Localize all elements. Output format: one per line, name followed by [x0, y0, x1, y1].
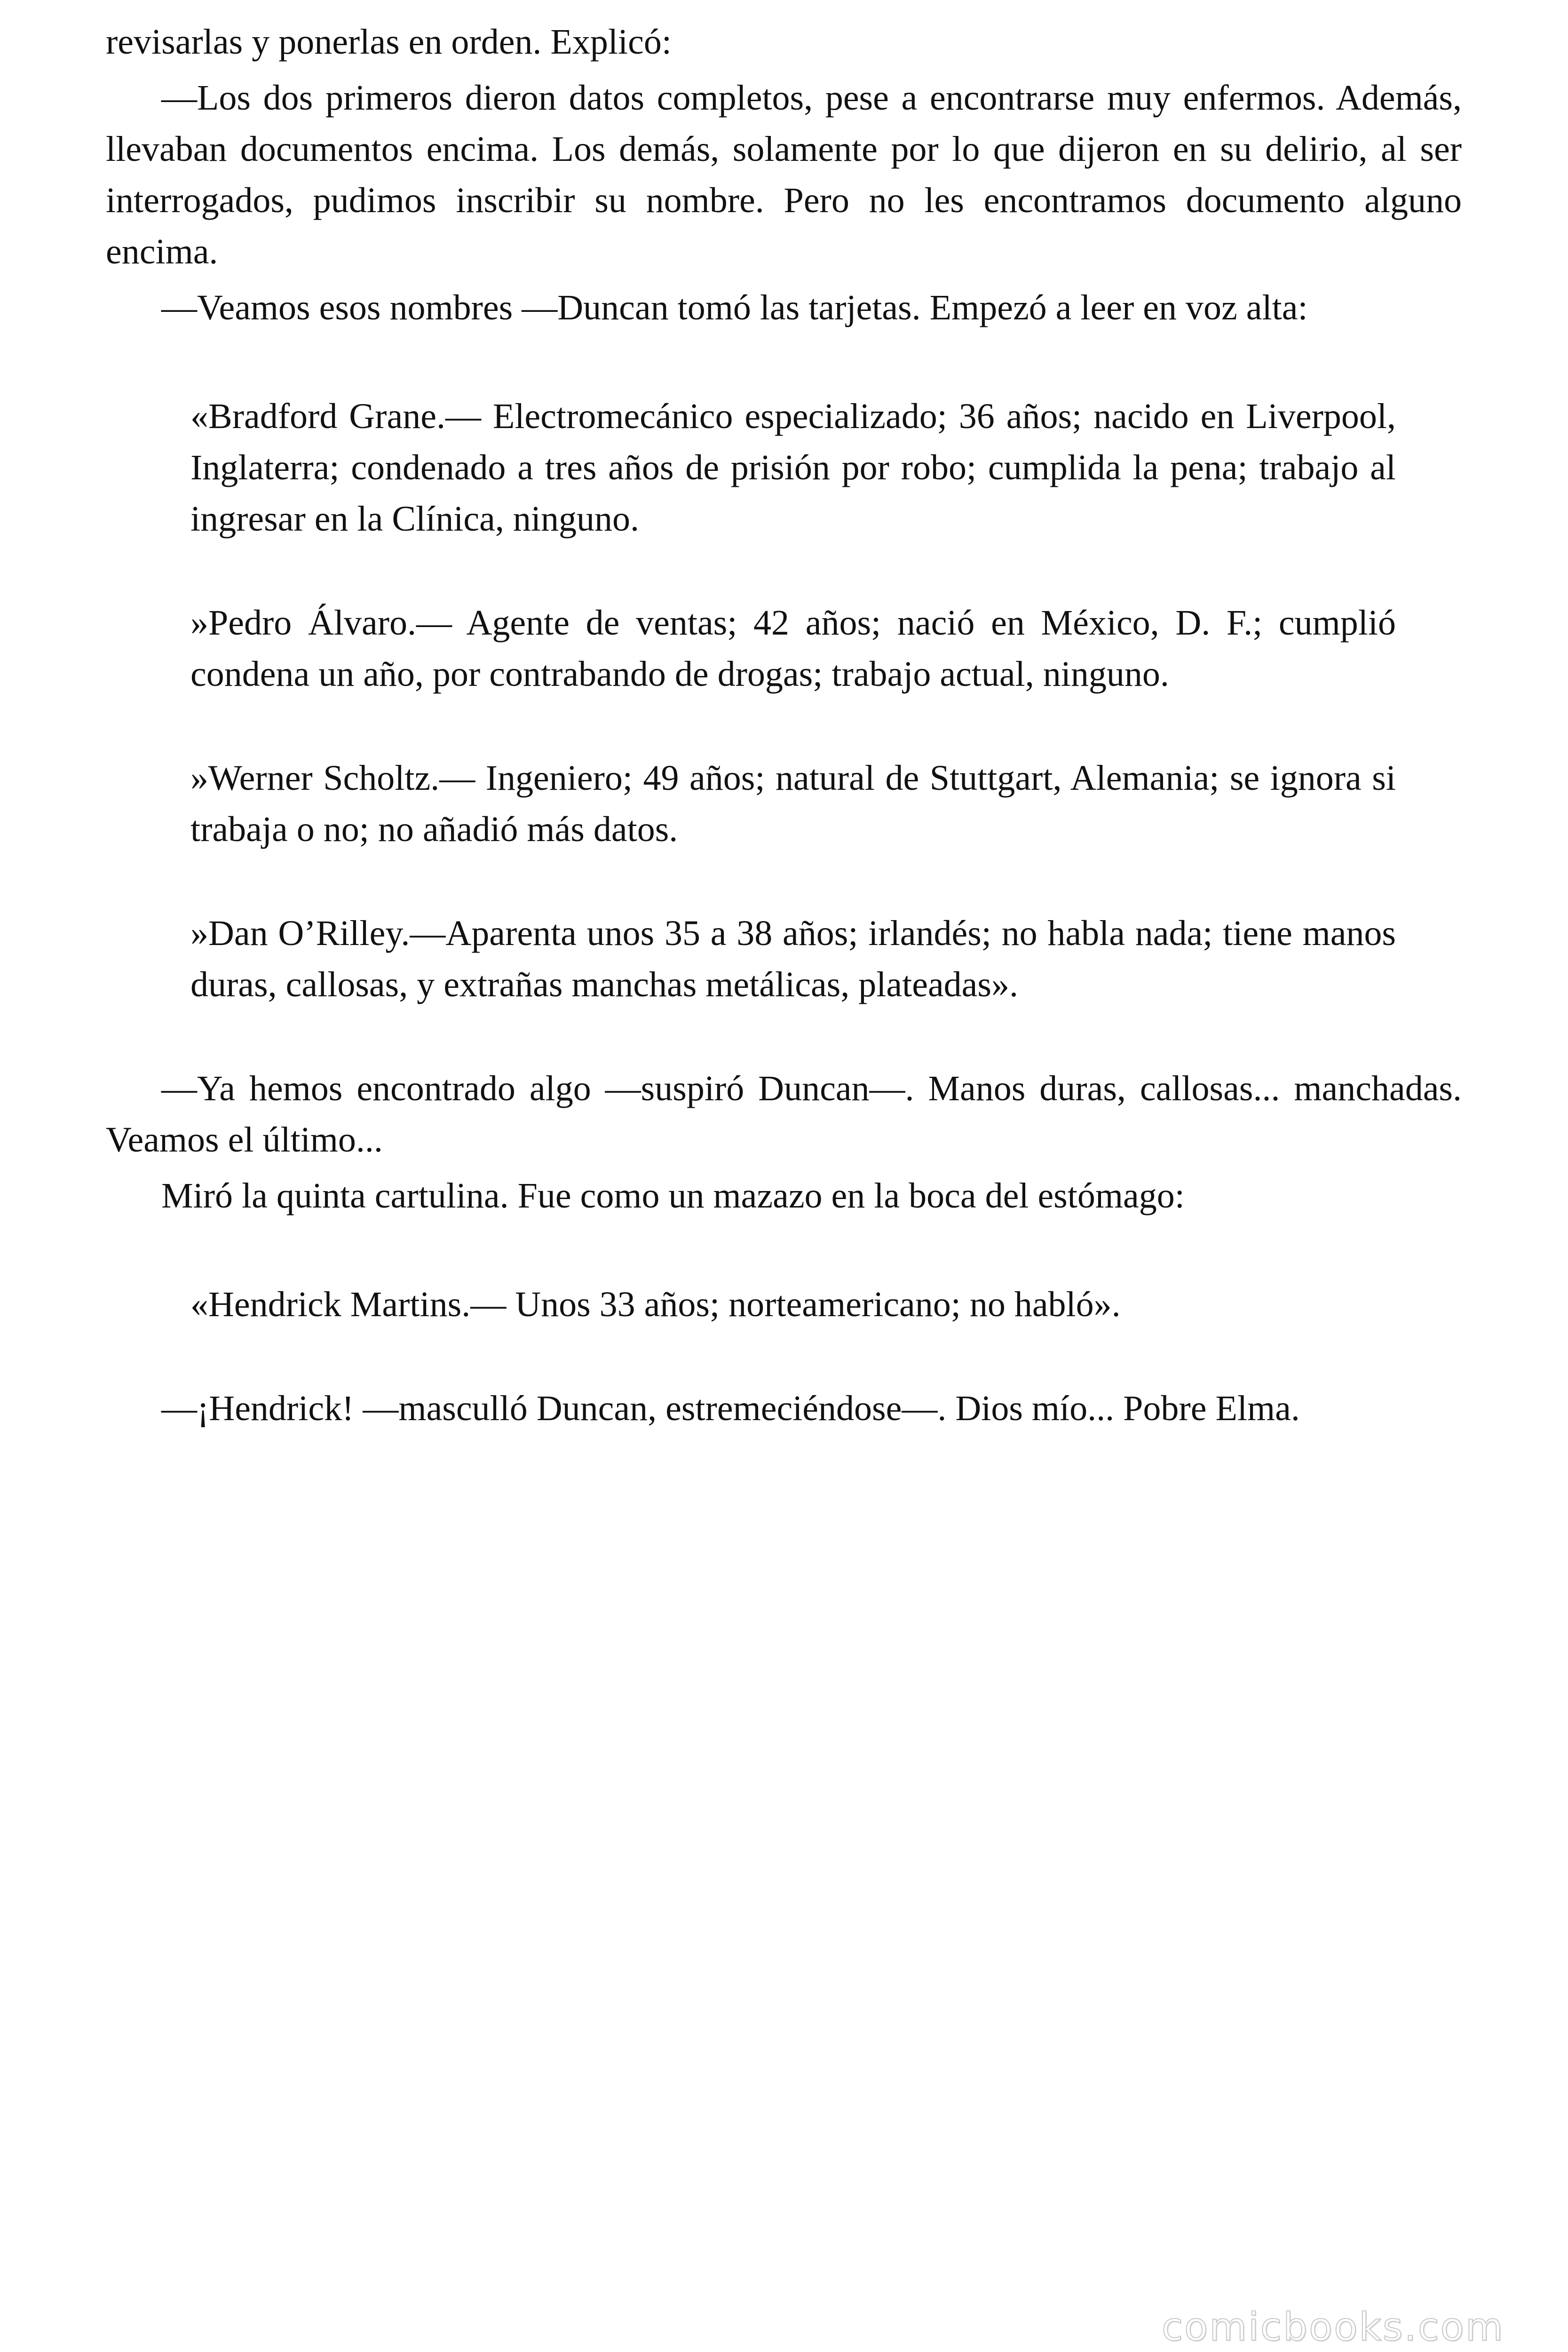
paragraph-explanation: —Los dos primeros dieron datos completos, pese a encontrarse muy enfermos. Además, llevaban documentos encima. Los demás, solamente por lo que dijeron en su delirio, al ser interrogados, pudimos inscribir su nombre. Pero no les encontramos documento alguno encima. — [106, 78, 1462, 271]
paragraph-duncan-reads: —Veamos esos nombres —Duncan tomó las tarjetas. Empezó a leer en voz alta: — [161, 288, 1308, 327]
spacer — [106, 338, 1462, 391]
quote-card-werner: »Werner Scholtz.— Ingeniero; 49 años; natural de Stuttgart, Alemania; se ignora si trabaja o no; no añadió más datos. — [190, 758, 1396, 849]
spacer — [106, 1010, 1462, 1063]
paragraph-found-something: —Ya hemos encontrado algo —suspiró Duncan—. Manos duras, callosas... manchadas. Veamos el último... — [106, 1069, 1462, 1160]
spacer — [106, 545, 1462, 597]
paragraph-opening: revisarlas y ponerlas en orden. Explicó: — [106, 22, 672, 62]
page-body — [106, 16, 1462, 1439]
paragraph-fifth-card: Miró la quinta cartulina. Fue como un mazazo en la boca del estómago: — [161, 1176, 1185, 1216]
quote-card-bradford: «Bradford Grane.— Electromecánico especializado; 36 años; nacido en Liverpool, Inglaterra; condenado a tres años de prisión por robo; cumplida la pena; trabajo al ingresar en la Clínica, ninguno. — [190, 397, 1396, 539]
quote-card-pedro: »Pedro Álvaro.— Agente de ventas; 42 años; nació en México, D. F.; cumplió condena un año, por contrabando de drogas; trabajo actual, ninguno. — [190, 603, 1396, 694]
quote-card-dan: »Dan O’Rilley.—Aparenta unos 35 a 38 años; irlandés; no habla nada; tiene manos duras, callosas, y extrañas manchas metálicas, plateadas». — [190, 914, 1396, 1004]
spacer — [106, 700, 1462, 753]
paragraph-ending: —¡Hendrick! —masculló Duncan, estremeciéndose—. Dios mío... Pobre Elma. — [161, 1389, 1300, 1428]
spacer — [106, 1330, 1462, 1383]
quote-card-hendrick: «Hendrick Martins.— Unos 33 años; norteamericano; no habló». — [190, 1285, 1121, 1324]
spacer — [106, 1226, 1462, 1279]
watermark-logo: comicbooks.com — [1162, 2305, 1505, 2350]
spacer — [106, 855, 1462, 908]
